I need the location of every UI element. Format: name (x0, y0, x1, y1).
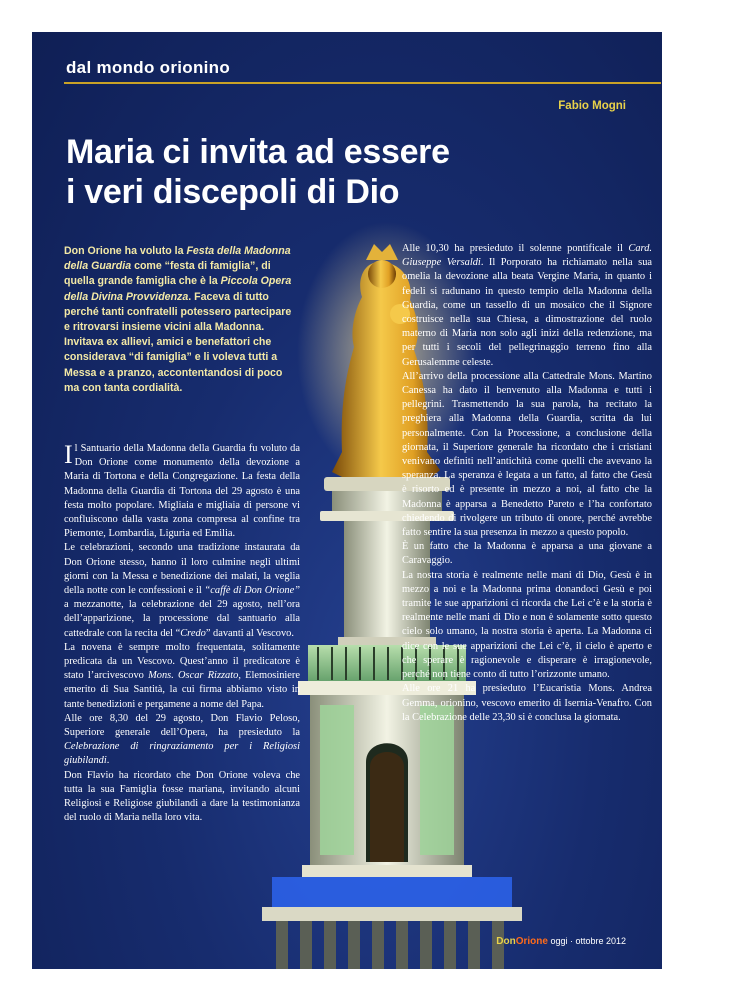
footer-masthead (496, 936, 626, 947)
paragraph (64, 712, 300, 769)
footer-brand-don: Don (496, 936, 516, 947)
paragraph-text: Alle ore 8,30 del 29 agosto, Don Flavio Peloso, Superiore generale dell’Opera, ha presieduto la (64, 712, 300, 739)
lead-text: Don Orione ha voluto la (64, 245, 187, 257)
paragraph: Don Flavio ha ricordato che Don Orione voleva che tutta la sua Famiglia fosse mariana, invitando alcuni Religiosi e Religiose giubilandi a dare la testimonianza del ruolo di Maria nella loro vita. (64, 769, 300, 824)
paragraph: Alle ore 21 ha presieduto l’Eucaristia Mons. Andrea Gemma, orionino, vescovo emerito di Isernia-Venafro. Con la Celebrazione delle 23,30 si è conclusa la giornata. (402, 683, 652, 723)
paragraph: È un fatto che la Madonna è apparsa a una giovane a Caravaggio. (402, 541, 652, 567)
section-label: dal mondo orionino (66, 58, 231, 77)
paragraph-emphasis: Credo (180, 627, 206, 639)
paragraph-emphasis: Celebrazione di ringraziamento per i Religiosi giubilandi (64, 741, 300, 767)
paragraph-emphasis: “caffè di Don Orione” (204, 585, 300, 597)
article-column-right (402, 242, 652, 725)
paragraph (64, 442, 300, 541)
paragraph-text: a mezzanotte, la celebrazione del 29 agosto, nell’ora dell’apparizione, la processione dal santuario alla cattedrale con la recita del “ (64, 599, 300, 639)
article-title-line-2: i veri discepoli di Dio (66, 173, 400, 211)
paragraph-emphasis: Card. Giuseppe Versaldi (402, 243, 652, 269)
paragraph-text: Alle 10,30 ha presieduto il solenne pontificale il (402, 243, 629, 254)
paragraph (64, 641, 300, 712)
paragraph-text: , Elemosiniere emerito di Sua Santità, la cui firma abbiamo visto in tante benedizioni e pergamene a nome del Papa. (64, 670, 300, 710)
lead-paragraph (64, 244, 296, 396)
paragraph: La nostra storia è realmente nelle mani di Dio, Gesù è in mezzo a noi e la Madonna prima donandoci Gesù e poi tramite le sue apparizioni ci ricorda che Lei c’è e la storia è realmente nelle mani di Dio e non è solamente sotto questo cielo solo umano, la nostra storia è aperta. La Madonna ci dice con le sue apparizioni che Lei c’è, il cielo è aperto e che sperare è ragionevole e disperare è irragionevole, perché non tiene conto di tutto l’orizzonte umano. (402, 569, 652, 681)
paragraph-text: . (106, 755, 110, 767)
lead-text: come “festa di famiglia”, di quella grande famiglia che è la (64, 260, 271, 288)
lead-emphasis: Festa della Madonna della Guardia (64, 245, 291, 273)
paragraph (64, 541, 300, 640)
footer-brand-orione: Orione (515, 936, 548, 947)
paragraph-text: La novena è sempre molto frequentata, solitamente predicata da un Vescovo. Quest’anno il predicatore è stato l’arcivescovo (64, 641, 300, 682)
footer-issue: oggi · ottobre 2012 (550, 936, 626, 946)
paragraph-text: l Santuario della Madonna della Guardia fu voluto da Don Orione come monumento della devozione a Maria di Tortona e della Congregazione. La festa della Madonna della Guardia di Tortona del 29 agosto è una festa molto popolare. Migliaia e migliaia di persone vi confluiscono dalla vasta zona compresa al confine tra Piemonte, Lombardia, Liguria ed Emilia. (64, 443, 300, 540)
drop-cap: I (64, 440, 73, 469)
paragraph-text: Le celebrazioni, secondo una tradizione instaurata da Don Orione stesso, hanno il loro culmine negli ultimi giorni con la Messa e benedizione dei malati, la veglia della notte con le confessioni e il (64, 542, 300, 597)
paragraph-text: . Il Porporato ha richiamato nella sua omelia la devozione alla beata Vergine Maria, in quanto i fedeli si radunano in questo tempio della Madonna della Guardia, come un tassello di un mosaico che il Signore costruisce nella sua Chiesa, a dimostrazione del ruolo materno di Maria non solo agli inizi della redenzione, ma per tutti i secoli del pellegrinaggio terreno fino alla Gerusalemme celeste. (402, 257, 652, 368)
paragraph: All’arrivo della processione alla Cattedrale Mons. Martino Canessa ha dato il benvenuto alla Madonna e tutti i pellegrini. Trasmettendo la sua parola, ha recitato la preghiera alla Madonna della Guardia, scritta da lui personalmente. Con la Processione, a conclusione della giornata, il Superiore generale ha ricordato che i cristiani venivano definiti nell’antichità come quelli che avevano la speranza. La speranza è legata a un fatto, al fatto che Gesù è risorto ed è presente in mezzo a noi, al fatto che la Madonna è apparsa a Benedetto Pareto e l’ha confortato chiedendo di rivolgere un tributo di onore, perché avrebbe fatto sentire la sua presenza in mezzo a questo popolo. (402, 370, 652, 539)
article-column-left (64, 442, 300, 825)
lead-text: . Faceva di tutto perché tanti confratelli potessero partecipare e ritrovarsi insieme vicini alla Madonna. Invitava ex allievi, amici e benefattori che considerava “di famiglia” e li voleva tutti a Messa e a pranzo, accontentandosi di poco ma con tanta cordialità. (64, 290, 292, 394)
page-number: 7 (666, 90, 674, 105)
paragraph (402, 242, 652, 370)
paragraph-text: ” davanti al Vescovo. (205, 627, 294, 639)
author-name: Fabio Mogni (558, 100, 626, 112)
header-rule (64, 82, 661, 84)
article-title (66, 132, 526, 212)
lead-emphasis: Piccola Opera della Divina Provvidenza (64, 275, 292, 303)
paragraph-emphasis: Mons. Oscar Rizzato (148, 670, 239, 682)
magazine-page (32, 32, 674, 969)
article-title-line-1: Maria ci invita ad essere (66, 133, 450, 171)
